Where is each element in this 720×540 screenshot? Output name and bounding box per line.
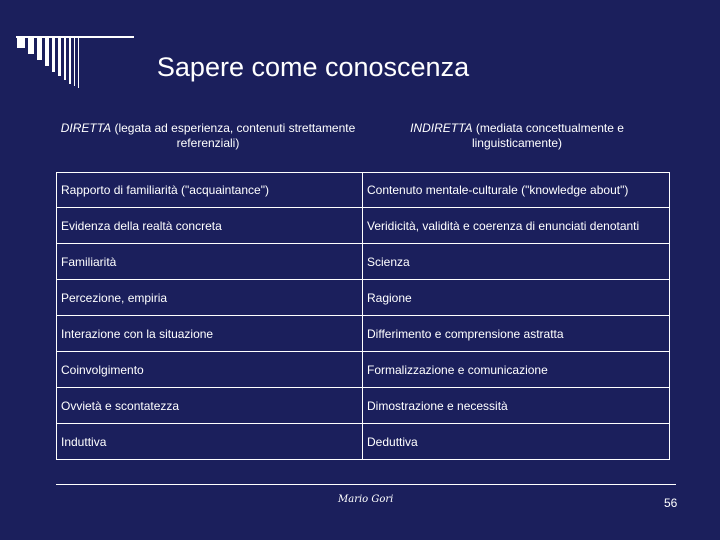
table-row — [57, 388, 670, 424]
footer-divider — [56, 484, 676, 485]
table-cell-indirect: Differimento e comprensione astratta — [363, 316, 670, 352]
column-header-direct — [60, 121, 356, 151]
table-row — [57, 316, 670, 352]
table-row — [57, 244, 670, 280]
table-cell-indirect: Deduttiva — [363, 424, 670, 460]
table-cell-direct: Ovvietà e scontatezza — [57, 388, 363, 424]
column-header-indirect-label: INDIRETTA — [410, 121, 473, 135]
column-header-indirect — [367, 121, 667, 151]
table-row — [57, 173, 670, 208]
table-cell-direct: Rapporto di familiarità ("acquaintance") — [57, 173, 363, 208]
table-cell-direct: Coinvolgimento — [57, 352, 363, 388]
table-cell-indirect: Contenuto mentale-culturale ("knowledge about") — [363, 173, 670, 208]
table-cell-direct: Familiarità — [57, 244, 363, 280]
table-cell-indirect: Formalizzazione e comunicazione — [363, 352, 670, 388]
table-cell-direct: Percezione, empiria — [57, 280, 363, 316]
page-number: 56 — [664, 496, 678, 510]
table-cell-indirect: Veridicità, validità e coerenza di enunciati denotanti — [363, 208, 670, 244]
column-header-direct-label: DIRETTA — [60, 121, 112, 135]
table-row — [57, 352, 670, 388]
table-row — [57, 280, 670, 316]
table-cell-direct: Evidenza della realtà concreta — [57, 208, 363, 244]
table-cell-indirect: Ragione — [363, 280, 670, 316]
column-header-direct-text: (legata ad esperienza, contenuti strettamente referenziali) — [111, 121, 356, 150]
table-cell-direct: Interazione con la situazione — [57, 316, 363, 352]
table-cell-indirect: Dimostrazione e necessità — [363, 388, 670, 424]
slide-title: Sapere come conoscenza — [156, 52, 470, 82]
table-cell-indirect: Scienza — [363, 244, 670, 280]
column-header-indirect-text: (mediata concettualmente e linguisticamente) — [471, 121, 624, 150]
table-row — [57, 208, 670, 244]
comparison-table — [56, 172, 670, 460]
author-name: Mario Gori — [338, 494, 394, 505]
table-row — [57, 424, 670, 460]
table-cell-direct: Induttiva — [57, 424, 363, 460]
